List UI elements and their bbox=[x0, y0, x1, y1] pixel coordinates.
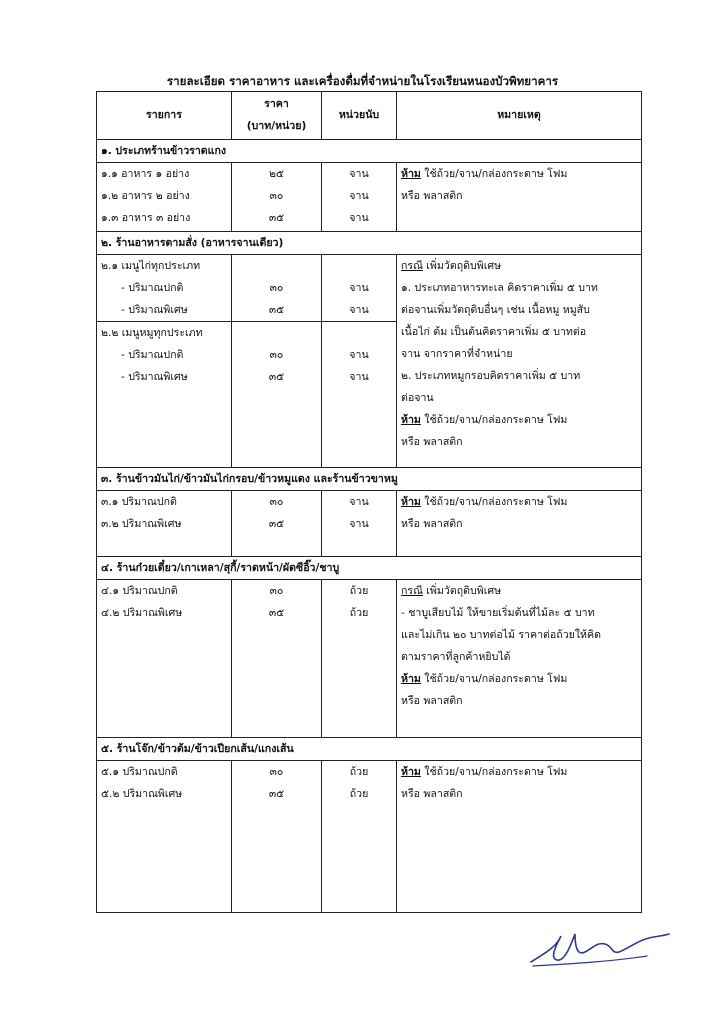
note-warn-text: ใช้ถ้วย/จาน/กล่องกระดาษ โฟม bbox=[420, 766, 568, 778]
item-price: ๓๐ bbox=[269, 282, 284, 294]
note-cell bbox=[397, 580, 642, 738]
note-line: หรือ พลาสติก bbox=[401, 436, 463, 448]
signature-underline bbox=[533, 956, 647, 966]
section-title-row bbox=[97, 140, 642, 163]
item-price: ๓๐ bbox=[269, 766, 284, 778]
item-unit: จาน bbox=[349, 349, 369, 361]
group-label: ๒.๑ เมนูไก่ทุกประเภท bbox=[101, 260, 201, 272]
item-label: ๑.๓ อาหาร ๓ อย่าง bbox=[101, 212, 191, 224]
note-warn-text: ใช้ถ้วย/จาน/กล่องกระดาษ โฟม bbox=[420, 168, 568, 180]
note-case-text: เพิ่มวัตถุดิบพิเศษ bbox=[422, 585, 502, 597]
group-label: ๒.๒ เมนูหมูทุกประเภท bbox=[101, 327, 203, 339]
item-label: - ปริมาณปกติ bbox=[121, 349, 184, 361]
section-title: ๑. ประเภทร้านข้าวราดแกง bbox=[97, 140, 642, 163]
item-label: - ปริมาณปกติ bbox=[121, 282, 184, 294]
item-label: - ปริมาณพิเศษ bbox=[121, 304, 188, 316]
note-warn: ห้าม bbox=[401, 496, 421, 508]
header-note: หมายเหตุ bbox=[397, 92, 642, 140]
header-price-line2: (บาท/หน่วย) bbox=[246, 120, 307, 132]
table-header-row bbox=[97, 92, 642, 140]
item-label: ๕.๑ ปริมาณปกติ bbox=[101, 766, 178, 778]
item-price: ๓๕ bbox=[268, 371, 285, 383]
note-line: ต่อจานเพิ่มวัตถุดิบอื่นๆ เช่น เนื้อหมู หมูสับ bbox=[401, 304, 590, 316]
note-line: เนื้อไก่ ต้ม เป็นต้นคิดราคาเพิ่ม ๕ บาทต่อ bbox=[401, 326, 587, 338]
item-unit: จาน bbox=[349, 212, 369, 224]
item-label: ๔.๒ ปริมาณพิเศษ bbox=[101, 607, 183, 619]
note-line: และไม่เกิน ๒๐ บาทต่อไม้ ราคาต่อถ้วยให้คิด bbox=[401, 629, 601, 641]
note-line: หรือ พลาสติก bbox=[401, 788, 463, 800]
item-unit: จาน bbox=[349, 168, 369, 180]
section-title-row bbox=[97, 557, 642, 580]
section-title-row bbox=[97, 232, 642, 255]
note-cell bbox=[397, 761, 642, 913]
item-price: ๓๐ bbox=[269, 585, 284, 597]
item-label: ๑.๑ อาหาร ๑ อย่าง bbox=[101, 168, 190, 180]
item-unit: จาน bbox=[349, 518, 369, 530]
item-unit: ถ้วย bbox=[349, 766, 369, 778]
document-title: รายละเอียด ราคาอาหาร และเครื่องดื่มที่จำหน่ายในโรงเรียนหนองบัวพิทยาคาร bbox=[166, 74, 559, 88]
note-line: ต่อจาน bbox=[401, 392, 434, 404]
item-unit: จาน bbox=[349, 304, 369, 316]
item-label: ๔.๑ ปริมาณปกติ bbox=[101, 585, 178, 597]
item-price: ๓๕ bbox=[268, 788, 285, 800]
handwritten-signature-icon bbox=[527, 922, 672, 970]
note-line: หรือ พลาสติก bbox=[401, 518, 463, 530]
item-price: ๓๐ bbox=[269, 349, 284, 361]
section-title: ๓. ร้านข้าวมันไก่/ข้าวมันไก่กรอบ/ข้าวหมูแดง และร้านข้าวขาหมู bbox=[97, 468, 642, 491]
note-cell bbox=[397, 491, 642, 557]
note-case: กรณี bbox=[401, 585, 423, 597]
note-cell bbox=[397, 255, 642, 468]
section-body-row bbox=[97, 491, 642, 557]
section-title-row bbox=[97, 738, 642, 761]
section-body-row bbox=[97, 761, 642, 913]
note-line: หรือ พลาสติก bbox=[401, 190, 463, 202]
note-line: ๑. ประเภทอาหารทะเล คิดราคาเพิ่ม ๕ บาท bbox=[401, 282, 598, 294]
note-warn: ห้าม bbox=[401, 168, 421, 180]
note-line: ๒. ประเภทหมูกรอบคิดราคาเพิ่ม ๕ บาท bbox=[401, 370, 581, 382]
item-label: ๕.๒ ปริมาณพิเศษ bbox=[101, 788, 183, 800]
item-price: ๓๕ bbox=[268, 304, 285, 316]
signature-stroke bbox=[531, 934, 669, 962]
section-body-row bbox=[97, 163, 642, 232]
item-unit: จาน bbox=[349, 371, 369, 383]
header-item: รายการ bbox=[97, 92, 232, 140]
note-line: จาน จากราคาที่จำหน่าย bbox=[401, 348, 513, 360]
note-warn-text: ใช้ถ้วย/จาน/กล่องกระดาษ โฟม bbox=[420, 496, 568, 508]
section-title: ๒. ร้านอาหารตามสั่ง (อาหารจานเดียว) bbox=[97, 232, 642, 255]
item-price: ๓๐ bbox=[269, 190, 284, 202]
item-label: ๑.๒ อาหาร ๒ อย่าง bbox=[101, 190, 190, 202]
note-line: - ชาบูเสียบไม้ ให้ขายเริ่มต้นที่ไม้ละ ๕ บาท bbox=[401, 607, 595, 619]
section-body-row bbox=[97, 580, 642, 738]
item-unit: ถ้วย bbox=[349, 607, 369, 619]
note-line: ตามราคาที่ลูกค้าหยิบได้ bbox=[401, 651, 511, 663]
note-case-text: เพิ่มวัตถุดิบพิเศษ bbox=[422, 260, 502, 272]
item-unit: จาน bbox=[349, 190, 369, 202]
header-price bbox=[232, 92, 322, 140]
note-warn: ห้าม bbox=[401, 414, 421, 426]
section-body-row bbox=[97, 255, 642, 468]
item-price: ๒๕ bbox=[268, 168, 284, 180]
item-price: ๓๕ bbox=[268, 518, 285, 530]
note-warn: ห้าม bbox=[401, 673, 421, 685]
section-title: ๔. ร้านก๋วยเตี๋ยว/เกาเหลา/สุกี้/ราดหน้า/ผัดซีอิ๊ว/ชาบู bbox=[97, 557, 642, 580]
item-unit: ถ้วย bbox=[349, 788, 369, 800]
item-price: ๓๕ bbox=[268, 212, 285, 224]
note-cell bbox=[397, 163, 642, 232]
note-line: หรือ พลาสติก bbox=[401, 695, 463, 707]
note-warn: ห้าม bbox=[401, 766, 421, 778]
header-unit: หน่วยนับ bbox=[322, 92, 397, 140]
item-label: ๓.๒ ปริมาณพิเศษ bbox=[101, 518, 182, 530]
item-unit: ถ้วย bbox=[349, 585, 369, 597]
item-price: ๓๕ bbox=[268, 607, 285, 619]
note-case: กรณี bbox=[401, 260, 423, 272]
section-title-row bbox=[97, 468, 642, 491]
item-label: - ปริมาณพิเศษ bbox=[121, 371, 188, 383]
price-table bbox=[96, 91, 642, 913]
header-price-line1: ราคา bbox=[264, 98, 289, 110]
item-unit: จาน bbox=[349, 496, 369, 508]
note-warn-text: ใช้ถ้วย/จาน/กล่องกระดาษ โฟม bbox=[420, 673, 568, 685]
section-title: ๕. ร้านโจ๊ก/ข้าวต้ม/ข้าวเปียกเส้น/แกงเส้น bbox=[97, 738, 642, 761]
item-unit: จาน bbox=[349, 282, 369, 294]
item-price: ๓๐ bbox=[269, 496, 284, 508]
item-label: ๓.๑ ปริมาณปกติ bbox=[101, 496, 177, 508]
note-warn-text: ใช้ถ้วย/จาน/กล่องกระดาษ โฟม bbox=[420, 414, 568, 426]
